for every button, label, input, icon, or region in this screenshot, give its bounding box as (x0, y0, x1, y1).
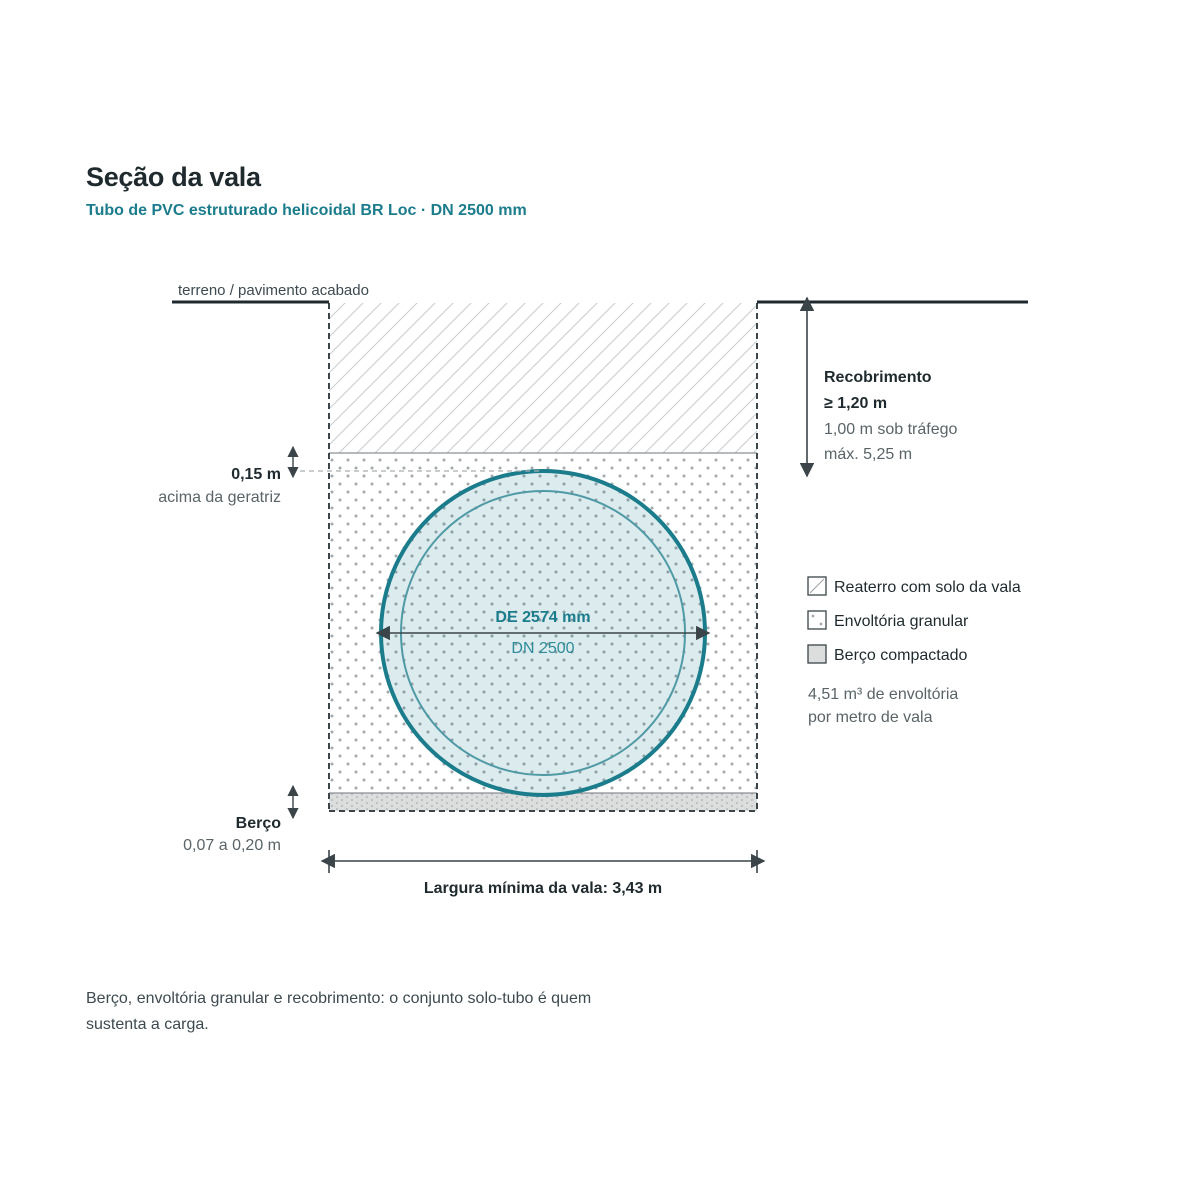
legend-label-embedment: Envoltória granular (834, 613, 969, 630)
legend-swatch-embedment-dot (812, 615, 815, 618)
pipe-outer-diameter-label: DE 2574 mm (495, 609, 591, 626)
crown-clearance-label: acima da geratriz (158, 489, 281, 506)
legend-label-backfill: Reaterro com solo da vala (834, 579, 1021, 596)
pipe-nominal-diameter-label: DN 2500 (511, 640, 575, 657)
legend-note-line2: por metro de vala (808, 709, 933, 726)
cover-min: ≥ 1,20 m (824, 395, 888, 412)
legend-swatch-bedding (808, 645, 826, 663)
legend-swatch-embedment-dot (820, 623, 823, 626)
cover-traffic: 1,00 m sob tráfego (824, 421, 958, 438)
width-label: Largura mínima da vala: 3,43 m (423, 880, 663, 897)
cover-max: máx. 5,25 m (824, 446, 913, 463)
caption: Berço, envoltória granular e recobrimento: o conjunto solo-tubo é quem sustenta a carga. (86, 990, 592, 1033)
page-subtitle: Tubo de PVC estruturado helicoidal BR Loc · DN 2500 mm (86, 202, 527, 219)
legend-note-line1: 4,51 m³ de envoltória (808, 686, 959, 703)
ground-label: terreno / pavimento acabado (178, 282, 369, 299)
page-title: Seção da vala (86, 162, 261, 192)
backfill-zone (329, 303, 757, 453)
cover-heading: Recobrimento (824, 369, 932, 386)
crown-clearance-value: 0,15 m (231, 466, 281, 483)
bedding-range: 0,07 a 0,20 m (183, 837, 281, 854)
legend-swatch-embedment (808, 611, 826, 629)
bedding-heading: Berço (235, 815, 281, 832)
legend-label-bedding: Berço compactado (834, 647, 968, 664)
legend (808, 577, 1021, 726)
